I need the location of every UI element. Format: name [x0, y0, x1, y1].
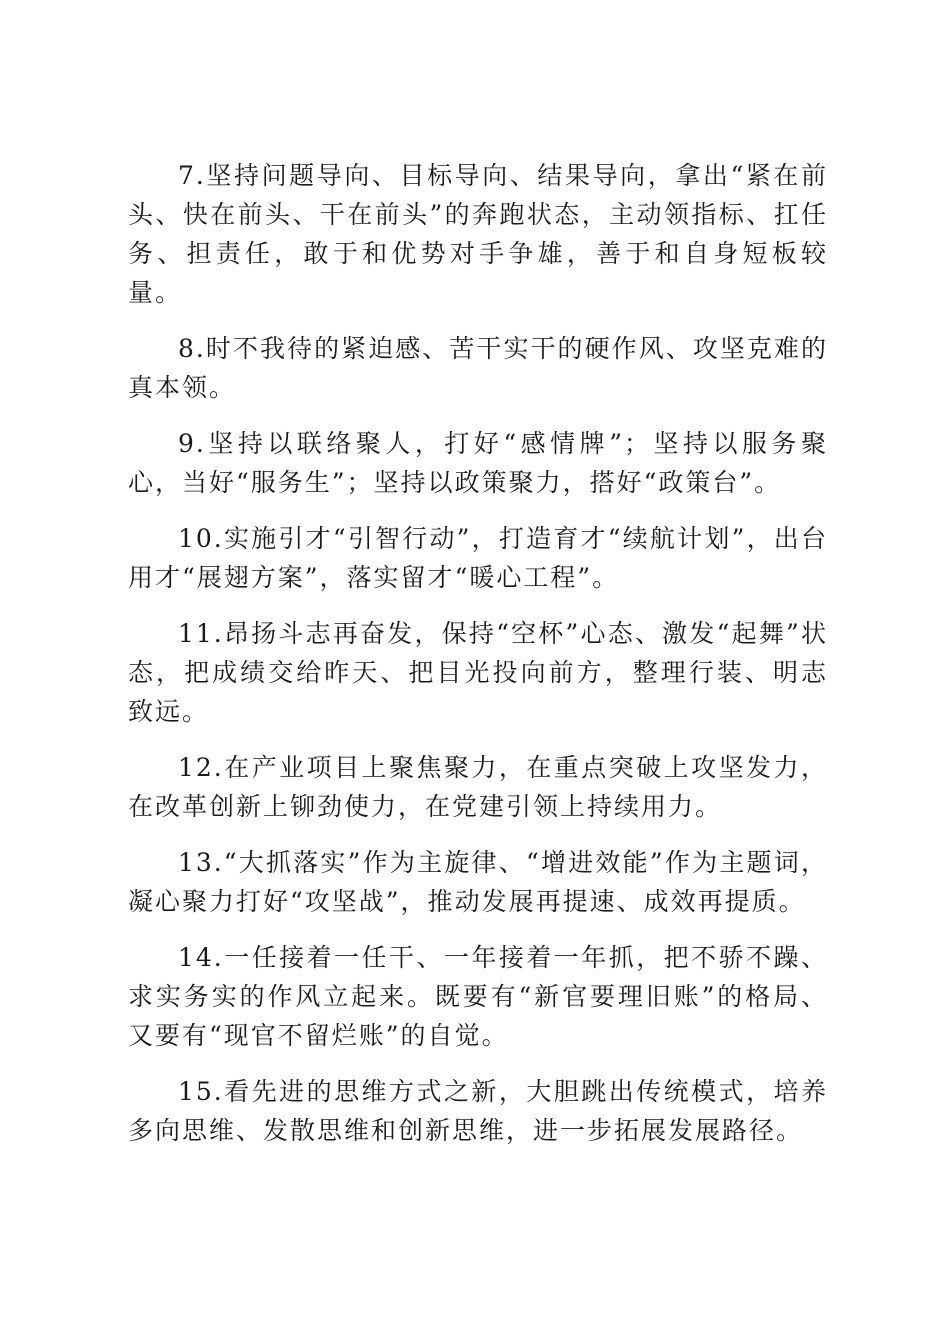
paragraph-8: 8.时不我待的紧迫感、苦干实干的硬作风、攻坚克难的真本领。	[128, 334, 828, 402]
paragraph-9: 9.坚持以联络聚人，打好“感情牌”；坚持以服务聚心，当好“服务生”；坚持以政策聚力，搭好“政策台”。	[128, 429, 828, 497]
document-page	[128, 156, 828, 1167]
paragraph-15: 15.看先进的思维方式之新，大胆跳出传统模式，培养多向思维、发散思维和创新思维，进一步拓展发展路径。	[128, 1077, 828, 1145]
paragraph-13: 13.“大抓落实”作为主旋律、“增进效能”作为主题词，凝心聚力打好“攻坚战”，推动发展再提速、成效再提质。	[128, 848, 828, 916]
paragraph-14: 14.一任接着一任干、一年接着一年抓，把不骄不躁、求实务实的作风立起来。既要有“新官要理旧账”的格局、又要有“现官不留烂账”的自觉。	[128, 943, 828, 1050]
paragraph-12: 12.在产业项目上聚焦聚力，在重点突破上攻坚发力，在改革创新上铆劲使力，在党建引领上持续用力。	[128, 753, 828, 821]
paragraph-10: 10.实施引才“引智行动”，打造育才“续航计划”，出台用才“展翅方案”，落实留才“暖心工程”。	[128, 524, 828, 592]
paragraph-11: 11.昂扬斗志再奋发，保持“空杯”心态、激发“起舞”状态，把成绩交给昨天、把目光投向前方，整理行装、明志致远。	[128, 619, 828, 726]
paragraph-7: 7.坚持问题导向、目标导向、结果导向，拿出“紧在前头、快在前头、干在前头”的奔跑状态，主动领指标、扛任务、担责任，敢于和优势对手争雄，善于和自身短板较量。	[128, 161, 828, 307]
